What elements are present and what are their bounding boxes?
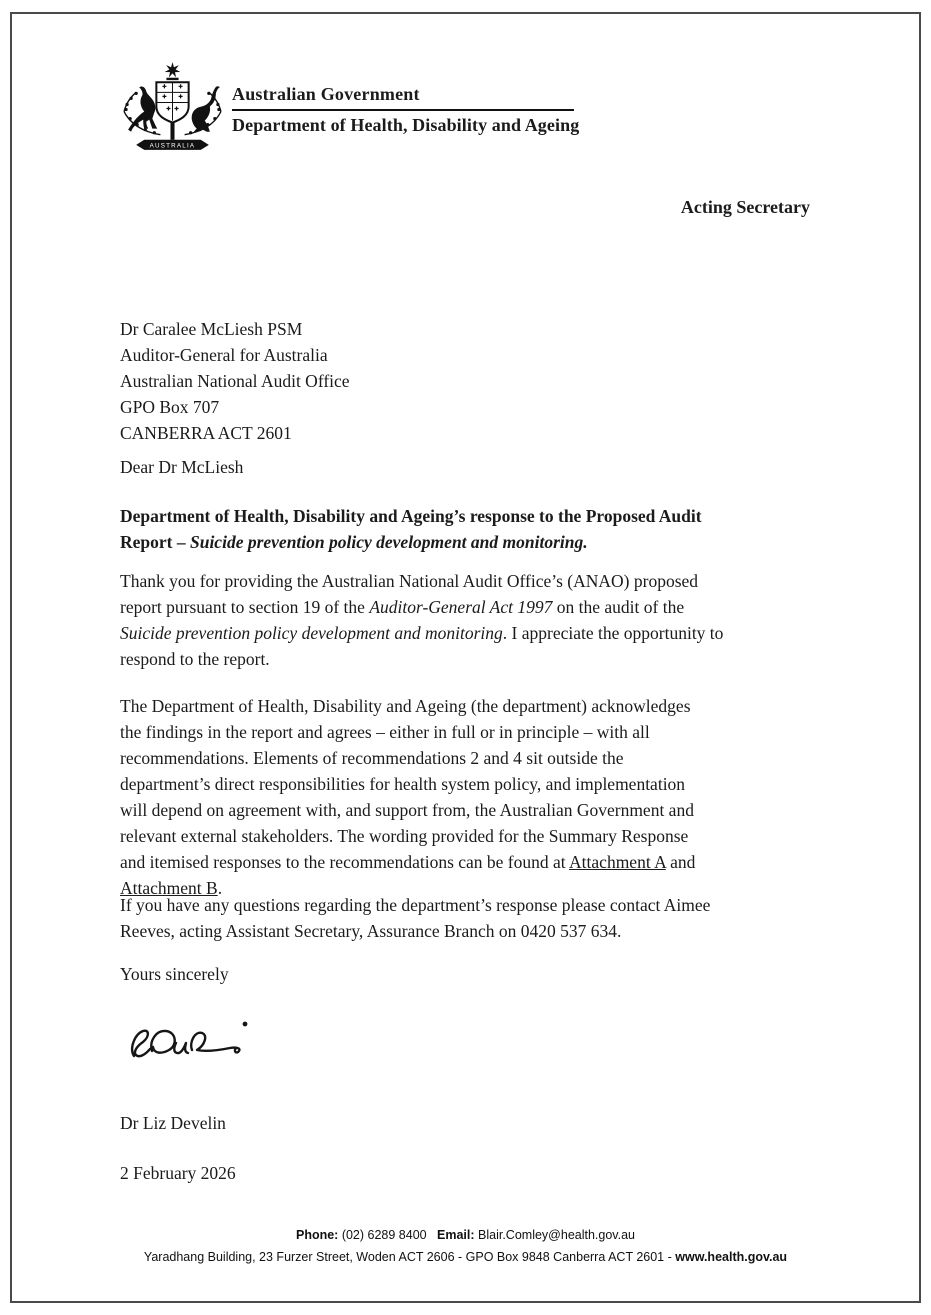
recipient-address (120, 316, 350, 446)
text-line: report pursuant to section 19 of the Auditor-General Act 1997 on the audit of the (120, 597, 685, 617)
text-line: Reeves, acting Assistant Secretary, Assurance Branch on 0420 537 634. (120, 921, 622, 941)
text-line: Auditor-General for Australia (120, 345, 328, 365)
footer-contact-line (0, 1228, 931, 1242)
text-line: Dr Caralee McLiesh PSM (120, 319, 303, 339)
signer-name: Dr Liz Develin (120, 1113, 226, 1133)
text-line: relevant external stakeholders. The wording provided for the Summary Response (120, 826, 689, 846)
letter-date: 2 February 2026 (120, 1163, 236, 1183)
paragraph-2 (120, 693, 695, 901)
text-line: Yaradhang Building, 23 Furzer Street, Woden ACT 2606 - GPO Box 9848 Canberra ACT 2601 - www.health.gov.au (143, 1250, 788, 1264)
signature-image (124, 1016, 268, 1072)
text-line: GPO Box 707 (120, 397, 220, 417)
paragraph-1 (120, 568, 723, 672)
crest-banner-text: AUSTRALIA (149, 142, 196, 150)
text-line: Phone: (02) 6289 8400 Email: Blair.Comley@health.gov.au (295, 1228, 636, 1242)
text-line: will depend on agreement with, and support from, the Australian Government and (120, 800, 694, 820)
text-line: CANBERRA ACT 2601 (120, 423, 292, 443)
role-title: Acting Secretary (680, 197, 810, 217)
letterhead-divider (232, 109, 574, 111)
coat-of-arms-logo (116, 61, 229, 157)
text-line: and itemised responses to the recommendations can be found at Attachment A and (120, 852, 696, 872)
text-line: Thank you for providing the Australian National Audit Office’s (ANAO) proposed (120, 571, 699, 591)
emu-icon (192, 86, 220, 131)
text-line: Department of Health, Disability and Ageing’s response to the Proposed Audit (120, 506, 702, 526)
commonwealth-star-icon (165, 62, 181, 77)
department-name: Department of Health, Disability and Ageing (232, 115, 580, 135)
text-line: department’s direct responsibilities for health system policy, and implementation (120, 774, 686, 794)
text-line: Report – Suicide prevention policy development and monitoring. (120, 532, 588, 552)
kangaroo-icon (128, 87, 157, 132)
text-line: If you have any questions regarding the department’s response please contact Aimee (120, 895, 711, 915)
text-line: Suicide prevention policy development and monitoring. I appreciate the opportunity to (120, 623, 724, 643)
text-line: the findings in the report and agrees – either in full or in principle – with all (120, 722, 650, 742)
footer-address-line (0, 1250, 931, 1264)
letterhead (232, 84, 579, 135)
paragraph-3 (120, 892, 710, 944)
text-line: Australian National Audit Office (120, 371, 350, 391)
salutation: Dear Dr McLiesh (120, 457, 244, 477)
text-line: Attachment B. (120, 878, 223, 898)
government-name: Australian Government (232, 84, 420, 104)
closing: Yours sincerely (120, 964, 229, 984)
subject-line (120, 503, 702, 555)
text-line: recommendations. Elements of recommendations 2 and 4 sit outside the (120, 748, 624, 768)
text-line: The Department of Health, Disability and Ageing (the department) acknowledges (120, 696, 691, 716)
text-line: respond to the report. (120, 649, 270, 669)
